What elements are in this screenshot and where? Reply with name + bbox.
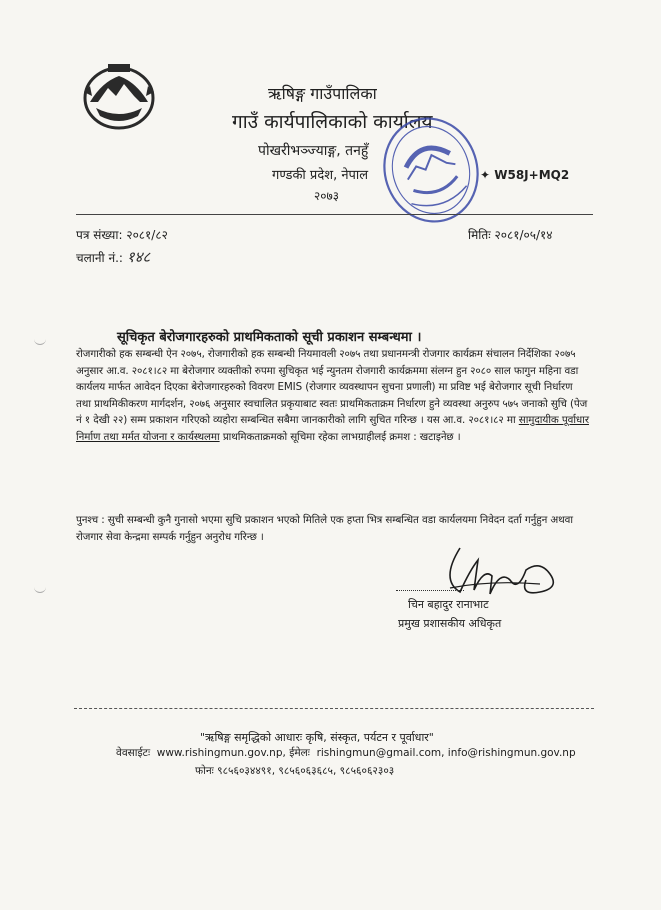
footer-phone — [195, 764, 394, 778]
margin-mark — [34, 338, 46, 345]
plus-code: ✦ W58J+MQ2 — [480, 168, 570, 182]
website-label: वेवसाईटः — [116, 747, 151, 759]
email-label: ईमेलः — [289, 747, 310, 759]
body-text-part: प्राथमिकताक्रमको सूचिमा रहेका लाभग्राहीलई क्रमश : खटाइनेछ । — [222, 430, 461, 443]
municipality-name: ऋषिङ्ग गाउँपालिका — [268, 84, 377, 103]
footer-contact — [116, 746, 576, 760]
official-seal-icon — [378, 110, 484, 228]
postscript-paragraph: पुनश्च : सुची सम्बन्धी कुनै गुनासो भएमा सुचि प्रकाशन भएको मितिले एक हप्ता भित्र सम्बन्धित वडा कार्यलयमा निवेदन दर्ता गर्नुहुन अथवा रोजगार सेवा केन्द्रमा सम्पर्क गर्नुहुन अनुरोध गरिन्छ । — [76, 514, 573, 543]
office-location: पोखरीभञ्ज्याङ्ग, तनहुँ — [258, 143, 369, 159]
date-label: मितिः — [468, 228, 491, 242]
footer-motto: "ऋषिङ्ग समृद्धिको आधारः कृषि, संस्कृत, पर्यटन र पूर्वाधार" — [200, 731, 434, 744]
signature-dotted-line — [396, 590, 464, 591]
phone-label: फोनः — [195, 765, 214, 777]
dispatch-value: १४८ — [126, 248, 151, 266]
body-text-part: रोजगारीको हक सम्बन्धी ऐन २०७५, रोजगारीको हक सम्बन्धी नियमावली २०७५ तथा प्रधानमन्त्री रोजगार कार्यक्रम संचालन निर्देशिका २०७५ अनुसार आ.व. २०८१।८२ मा बेरोजगार व्यक्तीको रुपमा सुचिकृत भई न्युनतम रोजगारी कार्यक्रममा संलग्न हुन २०८० साल फागुन महिना वडा कार्यलय मार्फत आवेदन दिएका बेरोजगारहरुको विवरण EMIS (रोजगार व्यवस्थापन सुचना प्रणाली) मा प्रविष्ट भई बेरोजगार सूची निर्धारण तथा प्राथमिकीकरण मार्गदर्शन, २०७६ अनुसार स्वचालित प्रकृयाबाट स्वतः प्राथमिकताक्रम निर्धारण हुने व्यवस्था अनुरुप ५७५ जनाको सुचि (पेज नं १ देखी २२) सम्म प्रकाशन गरिएको व्यहोरा सम्बन्धित सबैमा जानकारीको लागि सुचित गरिन्छ । यस आ.व. २०८१।८२ मा — [76, 348, 588, 426]
dispatch-number — [76, 247, 150, 267]
established-year: २०७३ — [314, 189, 339, 203]
website-link[interactable]: www.rishingmun.gov.np, — [156, 747, 286, 759]
signer-title: प्रमुख प्रशासकीय अधिकृत — [398, 617, 502, 630]
plus-code-text: W58J+MQ2 — [494, 168, 570, 182]
footer-divider — [74, 708, 594, 709]
date-value: २०८१/०५/१४ — [494, 228, 553, 242]
nepal-emblem-icon — [78, 62, 160, 134]
header-rule — [76, 214, 593, 215]
reference-number — [76, 226, 168, 243]
body-underlined-text: सामुदायीक पूर्वाधार निर्माण तथा मर्मत योजना र कार्यस्थलमा — [76, 414, 589, 443]
letter-date — [468, 226, 553, 243]
email-link[interactable]: rishingmun@gmail.com, info@rishingmun.gov.np — [316, 747, 576, 759]
office-name: गाउँ कार्यपालिकाको कार्यालय — [232, 111, 433, 133]
margin-mark — [34, 586, 46, 593]
phone-numbers: ९८५६०३४४९१, ९८५६०६३६८५, ९८५६०६२३०३ — [217, 765, 395, 777]
reference-value: २०८१/८२ — [126, 228, 168, 242]
province-name: गण्डकी प्रदेश, नेपाल — [272, 168, 369, 183]
letter-subject: सूचिकृत बेरोजगारहरुको प्राथमिकताको सूची प्रकाशन सम्बन्धमा । — [117, 330, 422, 345]
reference-label: पत्र संख्या: — [76, 228, 123, 242]
body-paragraph — [76, 346, 589, 445]
dispatch-label: चलानी नं.: — [76, 251, 123, 265]
signer-name: चिन बहादुर रानाभाट — [408, 598, 489, 611]
